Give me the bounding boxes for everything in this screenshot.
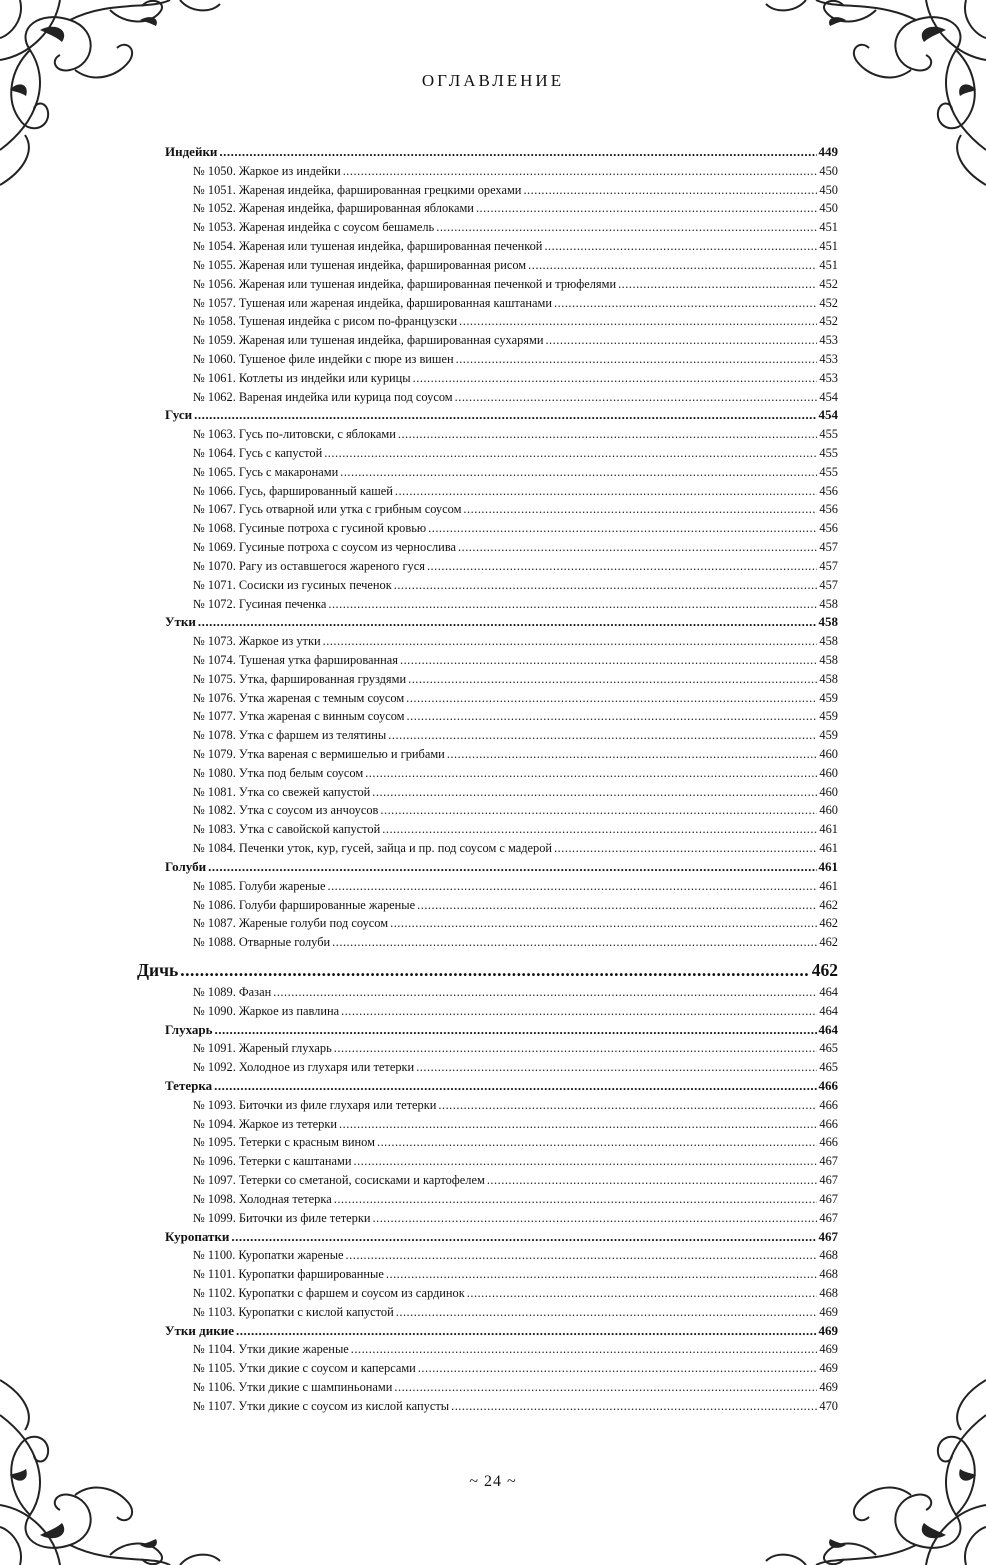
toc-page-number: 459 [819,709,838,724]
dot-leader [231,1228,816,1247]
toc-title: № 1057. Тушеная или жареная индейка, фаршированная каштанами [193,295,553,310]
dot-leader [459,312,817,331]
toc-page-number: 459 [819,728,838,743]
toc-entry[interactable] [0,237,986,256]
toc-entry[interactable] [0,275,986,294]
toc-entry[interactable] [0,707,986,726]
toc-page-number: 457 [819,558,838,573]
toc-title: Гуси [165,407,193,423]
dot-leader [208,858,816,877]
toc-page-number: 461 [819,841,838,856]
table-of-contents [0,143,986,1416]
toc-entry[interactable] [0,294,986,313]
toc-page-number: 462 [819,897,838,912]
dot-leader [438,1096,817,1115]
toc-title: № 1070. Рагу из оставшегося жареного гуся [193,558,425,573]
dot-leader [219,143,816,162]
toc-page-number: 468 [819,1285,838,1300]
toc-page-number: 469 [819,1380,838,1394]
toc-entry[interactable] [0,162,986,181]
toc-title: № 1082. Утка с соусом из анчоусов [193,803,379,818]
toc-title: Индейки [165,144,218,159]
toc-title: № 1076. Утка жареная с темным соусом [193,690,405,705]
dot-leader [194,406,816,425]
toc-entry[interactable] [0,595,986,614]
dot-leader [394,576,818,595]
toc-title: № 1067. Гусь отварной или утка с грибным соусом [193,502,462,517]
dot-leader [372,783,817,802]
dot-leader [408,670,817,689]
toc-entry[interactable] [0,482,986,501]
toc-page-number: 460 [819,784,838,799]
dot-leader [554,839,817,858]
toc-title: № 1103. Куропатки с кислой капустой [193,1304,394,1319]
toc-title: № 1105. Утки дикие с соусом и каперсами [193,1361,416,1376]
toc-section[interactable] [0,406,986,425]
dot-leader [198,613,817,632]
dot-leader [394,1378,817,1397]
dot-leader [180,957,810,983]
dot-leader [346,1246,818,1265]
toc-title: № 1064. Гусь с капустой [193,446,323,460]
toc-page-number: 452 [819,295,838,310]
toc-title: № 1065. Гусь с макаронами [193,464,339,479]
toc-title: Глухарь [165,1021,213,1037]
toc-entry[interactable] [0,312,986,331]
toc-page-number: 467 [819,1154,838,1169]
toc-entry[interactable] [0,1002,986,1021]
toc-entry[interactable] [0,425,986,444]
toc-entry[interactable] [0,199,986,218]
toc-title: № 1072. Гусиная печенка [193,596,327,611]
toc-page-number: 467 [818,1228,838,1244]
toc-title: № 1078. Утка с фаршем из телятины [193,728,387,743]
toc-title: № 1107. Утки дикие с соусом из кислой капусты [193,1398,450,1413]
dot-leader [396,1303,818,1322]
toc-page-number: 451 [819,257,838,272]
dot-leader [373,1209,818,1228]
dot-leader [343,162,818,181]
toc-title: № 1084. Печенки уток, кур, гусей, зайца и пр. под соусом с мадерой [193,841,553,856]
toc-entry[interactable] [0,933,986,952]
page-number: ~ 24 ~ [469,1473,517,1490]
dot-leader [351,1340,818,1359]
dot-leader [382,820,817,839]
toc-title: № 1095. Тетерки с красным вином [193,1135,375,1150]
dot-leader [340,463,817,482]
toc-page-number: 460 [819,803,838,818]
dot-leader [467,1284,818,1303]
toc-title: № 1055. Жареная или тушеная индейка, фаршированная рисом [193,257,527,272]
toc-page-number: 466 [819,1097,838,1112]
toc-section[interactable] [0,858,986,877]
toc-page-number: 458 [819,596,838,611]
toc-title: Голуби [165,858,207,874]
toc-page-number: 453 [819,351,838,366]
toc-page-number: 457 [819,577,838,592]
toc-page-number: 458 [818,614,838,630]
dot-leader [273,983,817,1002]
toc-page-number: 465 [819,1060,838,1075]
toc-title: № 1069. Гусиные потроха с соусом из чернослива [193,540,457,555]
toc-title: № 1091. Жареный глухарь [193,1041,332,1056]
toc-page-number: 467 [819,1191,838,1206]
toc-page-number: 470 [819,1398,838,1413]
toc-entry[interactable] [0,1039,986,1058]
toc-title: № 1088. Отварные голуби [193,935,331,950]
toc-page-number: 469 [819,1304,838,1319]
dot-leader [528,256,817,275]
toc-title: № 1079. Утка вареная с вермишелью и грибами [193,747,445,761]
dot-leader [388,726,817,745]
toc-page-number: 459 [819,690,838,705]
toc-title: № 1086. Голуби фаршированные жареные [193,897,416,912]
toc-entry[interactable] [0,1096,986,1115]
toc-title: № 1101. Куропатки фаршированные [193,1267,384,1282]
toc-entry[interactable] [0,1265,986,1284]
dot-leader [436,218,817,237]
toc-entry[interactable] [0,839,986,858]
dot-leader [324,444,817,463]
toc-page-number: 454 [818,407,838,423]
dot-leader [390,914,817,933]
toc-title: № 1099. Биточки из филе тетерки [193,1210,371,1225]
toc-entry[interactable] [0,463,986,482]
toc-title: № 1061. Котлеты из индейки или курицы [193,370,411,385]
toc-page-number: 461 [818,858,838,874]
toc-page-number: 449 [818,144,838,159]
toc-page-number: 453 [819,333,838,348]
toc-page-number: 460 [819,747,838,761]
toc-entry[interactable] [0,670,986,689]
toc-page-number: 469 [819,1361,838,1376]
toc-title: № 1060. Тушеное филе индейки с пюре из вишен [193,351,454,366]
toc-entry[interactable] [0,538,986,557]
dot-leader [458,538,817,557]
dot-leader [214,1077,816,1096]
toc-entry[interactable] [0,1058,986,1077]
toc-title: Куропатки [165,1228,230,1244]
toc-page-number: 469 [818,1322,838,1338]
toc-page-number: 452 [819,276,838,291]
toc-section[interactable] [0,143,986,162]
toc-entry[interactable] [0,745,986,764]
toc-entry[interactable] [0,1152,986,1171]
toc-page-number: 450 [819,163,838,178]
dot-leader [417,896,817,915]
toc-title: № 1106. Утки дикие с шампиньонами [193,1380,393,1394]
toc-title: № 1100. Куропатки жареные [193,1248,344,1263]
toc-title: Тетерка [165,1078,213,1093]
toc-title: № 1089. Фазан [193,984,272,999]
toc-title: № 1073. Жаркое из утки [193,634,321,649]
toc-entry[interactable] [0,576,986,595]
toc-section[interactable] [0,1021,986,1040]
toc-title: № 1081. Утка со свежей капустой [193,784,371,799]
toc-page-number: 466 [819,1116,838,1131]
toc-entry[interactable] [0,181,986,200]
toc-page-number: 464 [819,984,838,999]
toc-section[interactable] [0,613,986,632]
toc-page-number: 457 [819,540,838,555]
dot-leader [332,933,817,952]
toc-entry[interactable] [0,820,986,839]
toc-title: № 1097. Тетерки со сметаной, сосисками и картофелем [193,1173,485,1188]
toc-title: № 1085. Голуби жареные [193,878,326,893]
toc-entry[interactable] [0,783,986,802]
toc-entry[interactable] [0,1284,986,1303]
toc-section[interactable] [0,1322,986,1341]
toc-page-number: 453 [819,370,838,385]
toc-entry[interactable] [0,689,986,708]
toc-entry[interactable] [0,726,986,745]
toc-title: № 1062. Вареная индейка или курица под соусом [193,389,453,404]
toc-entry[interactable] [0,444,986,463]
toc-page-number: 461 [819,878,838,893]
toc-page-number: 468 [819,1248,838,1263]
toc-entry[interactable] [0,983,986,1002]
toc-entry[interactable] [0,1378,986,1397]
toc-entry[interactable] [0,651,986,670]
dot-leader [341,1002,817,1021]
toc-page-number: 450 [819,182,838,197]
toc-title: № 1052. Жареная индейка, фаршированная яблоками [193,201,474,216]
toc-title: № 1056. Жареная или тушеная индейка, фаршированная печенкой и трюфелями [193,276,617,291]
dot-leader [428,519,817,538]
toc-page-number: 456 [819,502,838,517]
toc-page-number: 458 [819,634,838,649]
toc-page-number: 467 [819,1173,838,1188]
toc-page-number: 455 [819,464,838,479]
dot-leader [323,632,818,651]
dot-leader [554,294,817,313]
dot-leader [215,1021,817,1040]
dot-leader [544,237,817,256]
toc-entry[interactable] [0,1303,986,1322]
dot-leader [395,482,817,501]
toc-entry[interactable] [0,1190,986,1209]
toc-page-number: 466 [819,1135,838,1150]
toc-page-number: 466 [818,1078,838,1093]
dot-leader [236,1322,817,1341]
dot-leader [406,689,817,708]
toc-page-number: 451 [819,220,838,235]
dot-leader [339,1115,817,1134]
toc-title: № 1075. Утка, фаршированная груздями [193,671,407,686]
toc-page-number: 456 [819,521,838,536]
toc-page-number: 455 [819,446,838,460]
dot-leader [334,1190,818,1209]
dot-leader [377,1133,817,1152]
dot-leader [618,275,817,294]
toc-title: № 1093. Биточки из филе глухаря или тетерки [193,1097,437,1112]
toc-page-number: 456 [819,483,838,498]
toc-page-number: 469 [819,1342,838,1357]
toc-entry[interactable] [0,1209,986,1228]
toc-page-number: 467 [819,1210,838,1225]
toc-page-number: 458 [819,652,838,667]
dot-leader [407,707,818,726]
toc-title: № 1090. Жаркое из павлина [193,1003,340,1018]
toc-entry[interactable] [0,1115,986,1134]
toc-entry[interactable] [0,388,986,407]
toc-page-number: 452 [819,314,838,329]
toc-page-number: 458 [819,671,838,686]
toc-title: № 1071. Сосиски из гусиных печенок [193,577,392,592]
dot-leader [386,1265,818,1284]
toc-entry[interactable] [0,519,986,538]
toc-title: № 1096. Тетерки с каштанами [193,1154,352,1169]
dot-leader [456,350,818,369]
toc-title: № 1066. Гусь, фаршированный кашей [193,483,393,498]
dot-leader [545,331,817,350]
toc-page-number: 451 [819,239,838,254]
dot-leader [327,877,817,896]
dot-leader [455,388,818,407]
dot-leader [398,425,818,444]
toc-title: № 1094. Жаркое из тетерки [193,1116,338,1131]
toc-title: № 1074. Тушеная утка фаршированная [193,652,398,667]
toc-title: № 1063. Гусь по-литовски, с яблоками [193,427,396,442]
toc-section[interactable] [0,1077,986,1096]
toc-entry[interactable] [0,632,986,651]
toc-page-number: 455 [819,427,838,442]
toc-entry[interactable] [0,331,986,350]
toc-entry[interactable] [0,764,986,783]
toc-title: № 1092. Холодное из глухаря или тетерки [193,1060,415,1075]
dot-leader [447,745,818,764]
toc-chapter[interactable] [0,957,986,983]
toc-page-number: 468 [819,1267,838,1282]
dot-leader [463,500,817,519]
toc-entry[interactable] [0,801,986,820]
toc-entry[interactable] [0,1397,986,1416]
dot-leader [523,181,817,200]
page-header-title: ОГЛАВЛЕНИЕ [421,71,565,90]
dot-leader [354,1152,818,1171]
toc-title: № 1068. Гусиные потроха с гусиной кровью [193,521,427,536]
toc-title: Утки дикие [165,1322,234,1338]
toc-page-number: 450 [819,201,838,216]
toc-entry[interactable] [0,877,986,896]
toc-page-number: 462 [819,916,838,931]
dot-leader [413,369,818,388]
dot-leader [416,1058,817,1077]
toc-entry[interactable] [0,557,986,576]
toc-title: № 1050. Жаркое из индейки [193,163,341,178]
toc-entry[interactable] [0,1340,986,1359]
toc-title: № 1087. Жареные голуби под соусом [193,916,389,931]
toc-entry[interactable] [0,350,986,369]
toc-title: Дичь [137,959,179,980]
toc-section[interactable] [0,1228,986,1247]
toc-title: № 1077. Утка жареная с винным соусом [193,709,405,724]
toc-title: № 1104. Утки дикие жареные [193,1342,349,1357]
dot-leader [365,764,817,783]
toc-entry[interactable] [0,1171,986,1190]
toc-title: № 1083. Утка с савойской капустой [193,822,381,837]
dot-leader [418,1359,818,1378]
toc-title: № 1054. Жареная или тушеная индейка, фаршированная печенкой [193,239,543,254]
toc-entry[interactable] [0,256,986,275]
dot-leader [380,801,817,820]
toc-page-number: 461 [819,822,838,837]
dot-leader [451,1397,817,1416]
toc-title: № 1059. Жареная или тушеная индейка, фаршированная сухарями [193,333,544,348]
toc-entry[interactable] [0,369,986,388]
toc-page-number: 465 [819,1041,838,1056]
toc-page-number: 462 [811,959,838,980]
toc-title: № 1058. Тушеная индейка с рисом по-французски [193,314,458,329]
toc-title: № 1053. Жареная индейка с соусом бешамель [193,220,435,235]
dot-leader [476,199,817,218]
toc-page-number: 464 [819,1003,838,1018]
toc-title: Утки [165,614,196,630]
toc-title: № 1051. Жареная индейка, фаршированная грецкими орехами [193,182,522,197]
dot-leader [328,595,817,614]
toc-entry[interactable] [0,914,986,933]
toc-page-number: 454 [819,389,838,404]
toc-entry[interactable] [0,500,986,519]
toc-entry[interactable] [0,1359,986,1378]
toc-entry[interactable] [0,218,986,237]
toc-entry[interactable] [0,896,986,915]
toc-title: № 1102. Куропатки с фаршем и соусом из сардинок [193,1285,465,1300]
dot-leader [400,651,817,670]
toc-page-number: 460 [819,765,838,780]
toc-page-number: 462 [819,935,838,950]
dot-leader [427,557,817,576]
dot-leader [334,1039,818,1058]
toc-entry[interactable] [0,1133,986,1152]
toc-title: № 1080. Утка под белым соусом [193,765,364,780]
toc-title: № 1098. Холодная тетерка [193,1191,332,1206]
toc-entry[interactable] [0,1246,986,1265]
dot-leader [487,1171,818,1190]
toc-page-number: 464 [818,1021,838,1037]
